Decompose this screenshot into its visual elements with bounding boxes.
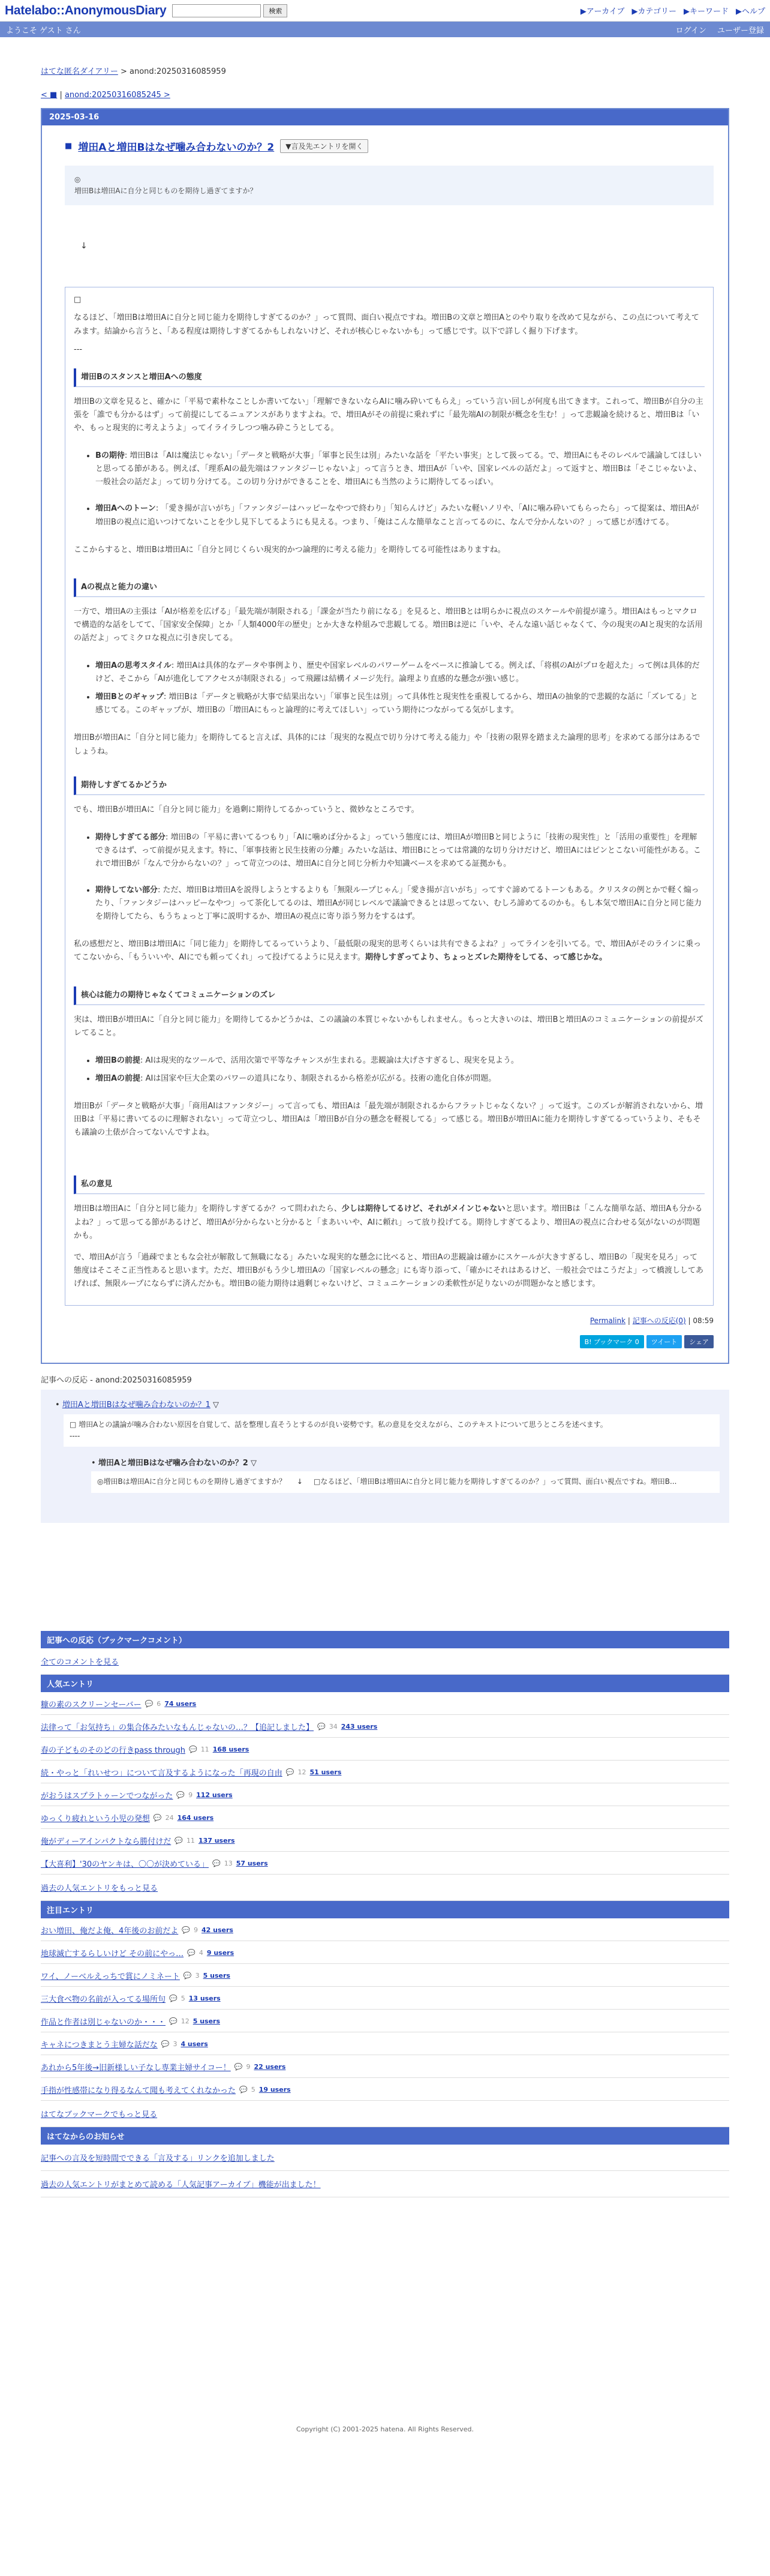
entry-row: [41, 2055, 729, 2078]
bookmark-users-link[interactable]: 243 users: [341, 1722, 378, 1731]
entry-link[interactable]: ワイ、ノーベルえっちで賞にノミネート: [41, 1972, 180, 1981]
bookmark-users-link[interactable]: 22 users: [254, 2062, 286, 2071]
comment-icon: 💬: [145, 1699, 154, 1708]
hatena-info-section: [41, 2127, 729, 2197]
entry-row: [41, 1692, 729, 1715]
bookmark-users-link[interactable]: 164 users: [177, 1813, 214, 1822]
paragraph: 一方で、増田Aの主張は「AIが格差を広げる」「最先端が制限される」「課金が当たり前になる」を見ると、増田Bとは明らかに視点のスケールや前提が違う。増田Aはもっとマクロで構造的な話をしてて、「国家安全保障」とか「人類4000年の歴史」とか大きな枠組みで悲観してる。増田Bは逆に「いや、そんな遠い話じゃなくて、今の現実のAIと現実的な活用の話だよ」ってミクロな視点に引き戻してる。: [74, 607, 703, 643]
bookmark-users-link[interactable]: 5 users: [192, 2017, 221, 2025]
comment-count: 3: [195, 1971, 200, 1980]
entry-row: [41, 1806, 729, 1829]
entry-row: [41, 1987, 729, 2010]
entry-link[interactable]: おい増田、俺だよ俺、4年後のお前だよ: [41, 1926, 179, 1936]
comment-count: 13: [224, 1859, 233, 1867]
list-item: • 増田Bの前提: AIは現実的なツールで、活用次第で平等なチャンスが生まれる。悲観論は大げさすぎるし、現実を見よう。: [95, 1054, 705, 1067]
category-link[interactable]: ▶カテゴリー: [631, 7, 676, 16]
reaction-text: ◎増田Bは増田Aに自分と同じものを期待し過ぎてますか？ ↓ □なるほど、「増田Bは増田Aに自分と同じ能力を期待しすぎてるのか？」って質問、面白い視点ですね。増田B...: [91, 1471, 720, 1492]
popular-entries-section: [41, 1675, 729, 1901]
entry-link[interactable]: 俺がディーアインパクトなら勝付けだ: [41, 1837, 172, 1846]
search-input[interactable]: [172, 4, 261, 17]
entry-link[interactable]: あれから5年後→旧新様しい子なし専業主婦サイコー！: [41, 2063, 231, 2073]
entry: [42, 125, 728, 1363]
entry-footer: Permalink | 記事への反応(0) | 08:59: [589, 1316, 714, 1325]
day-section: [41, 108, 729, 1364]
paragraph: 実は、増田Bが増田Aに「自分と同じ能力」を期待してるかどうかは、この議論の本質じゃないかもしれません。もっと大きいのは、増田Bと増田Aのコミュニケーションの前提がズレてること。: [74, 1015, 703, 1037]
intro-text: なるほど、「増田Bは増田Aに自分と同じ能力を期待しすぎてるのか？」って質問、面白い視点ですね。増田Bの文章と増田Aとのやり取りを改めて見ながら、この点について考えてみます。結論から言うと、「ある程度は期待しすぎてるかもしれないけど、それが核心じゃないかも」って感じです。以下で詳しく掘り下げます。: [74, 313, 699, 336]
entry-row: [41, 2078, 729, 2101]
bookmark-users-link[interactable]: 74 users: [164, 1699, 197, 1708]
bookmark-comments-section: [41, 1631, 729, 1675]
list-item: • 増田Aの思考スタイル: 増田Aは具体的なデータや事例より、歴史や国家レベルのパワーゲームをベースに推論してる。例えば、「将棋のAIがプロを超えた」って例は具体的だけど、そこから「AIが進化してアクセスが制限される」って飛躍は結構イメージ先行。論理より直感的な懸念が強い感じ。: [95, 659, 705, 686]
sub-nav: < ■ | anond:20250316085245 >: [41, 91, 170, 100]
comment-count: 9: [246, 2062, 251, 2071]
quote-mark: ◎: [74, 175, 81, 184]
bullet-list: [74, 1054, 705, 1085]
toggle-icon[interactable]: ▽: [250, 1459, 257, 1468]
entry-link[interactable]: 三大食べ物の名前が入ってる場所句: [41, 1995, 166, 2004]
comment-count: 34: [329, 1722, 338, 1731]
entry-row: [41, 1761, 729, 1783]
comment-icon: 💬: [183, 1971, 192, 1980]
open-referenced-entry-button[interactable]: ▼言及先エントリを開く: [280, 139, 368, 153]
reaction-item: • 増田Aと増田Bはなぜ噛み合わないのか？2 ▽ ◎増田Bは増田Aに自分と同じものを期待し過ぎてますか？ ↓ □なるほど、「増田Bは増田Aに自分と同じ能力を期待しすぎてるのか？」って質問、面白い視点ですね。増田B...: [91, 1456, 720, 1492]
bookmark-users-link[interactable]: 42 users: [201, 1926, 233, 1934]
quote-text: 増田Bは増田Aに自分と同じものを期待し過ぎてますか？: [74, 187, 257, 196]
comment-icon: 💬: [175, 1836, 183, 1845]
answer-box: [65, 287, 714, 1306]
comment-count: 24: [165, 1813, 174, 1822]
info-link[interactable]: 記事への言及を短時間でできる「言及する」リンクを追加しました: [41, 2154, 275, 2163]
more-popular-row: [41, 1875, 729, 1901]
comment-count: 12: [181, 2017, 190, 2025]
entry-row: [41, 1964, 729, 1987]
list-item: • 期待してない部分: ただ、増田Bは増田Aを説得しようとするよりも「無限ループじゃん」「愛き揚が言いがち」ってすぐ諦めてるトーンもある。クリスタの例とかで軽く煽ったり、「ファンタジーはハッピーなやつ」って茶化してるのは、増田Aが同じレベルで議論できるとは思ってない、むしろ諦めてるのかも。もし本気で増田Aに自分と同じ能力を期待してたら、もうちょっと丁寧に説明するか、増田Aの視点に寄り添う努力をするはず。: [95, 884, 705, 923]
breadcrumb-current: anond:20250316085959: [130, 67, 226, 76]
comment-count: 3: [173, 2040, 178, 2048]
entry-row: [41, 2032, 729, 2055]
breadcrumb-diary-link[interactable]: はてな匿名ダイアリー: [41, 67, 118, 76]
list-item: • 期待しすぎてる部分: 増田Bの「平易に書いてるつもり」「AIに噛めば分かるよ」っていう態度には、増田Aが増田Bと同じように「技術の現実性」と「活用の重要性」を理解できるはず、って前提が見えます。特に、「軍事技術と民生技術の分離」みたいな話は、増田Bにとっては常識的な切り分けだけど、増田Aにはピンとこない可能性がある。これで増田Bが「なんで分からないの？」って苛立つのは、増田Aに自分と同じ分析力や知識ベースを求めてる証拠かも。: [95, 831, 705, 871]
comment-icon: 💬: [188, 1745, 197, 1753]
comment-icon: 💬: [161, 2040, 170, 2048]
entry-time: 08:59: [693, 1316, 714, 1325]
section-heading: Aの視点と能力の違い: [74, 578, 705, 597]
info-link[interactable]: 過去の人気エントリがまとめて読める「人気記事アーカイブ」機能が出ました！: [41, 2180, 321, 2190]
signup-link[interactable]: ユーザー登録: [717, 26, 764, 35]
info-row: [41, 2171, 729, 2197]
comment-count: 9: [188, 1791, 193, 1799]
paragraph: ここからすると、増田Bは増田Aに「自分と同じくらい現実的かつ論理的に考える能力」を期待してる可能性はありますね。: [74, 545, 506, 554]
comment-count: 5: [251, 2085, 255, 2094]
entry-row: [41, 1918, 729, 1941]
search-button[interactable]: 検索: [263, 4, 287, 17]
bullet-list: [74, 449, 705, 529]
entry-link[interactable]: 【大喜利】'30のヤンキは、〇〇が決めている」: [41, 1860, 209, 1869]
more-popular-link[interactable]: 過去の人気エントリをもっと見る: [41, 1884, 158, 1893]
comment-icon: 💬: [182, 1926, 190, 1934]
comment-icon: 💬: [176, 1791, 185, 1799]
entry-link[interactable]: キャネにつきまとう主婦な話だな: [41, 2040, 158, 2050]
entry-link[interactable]: がおうはスプラトゥーンでつながった: [41, 1791, 173, 1801]
share-buttons: [56, 1335, 714, 1348]
entry-title[interactable]: 増田Aと増田Bはなぜ噛み合わないのか？2: [78, 142, 275, 154]
site-logo[interactable]: Hatelabo::AnonymousDiary: [5, 3, 167, 17]
reaction-title-link[interactable]: 増田Aと増田Bはなぜ噛み合わないのか？1: [62, 1400, 210, 1410]
permalink-link[interactable]: Permalink: [589, 1316, 626, 1325]
top-bar: [0, 0, 770, 22]
entry-row: [41, 1852, 729, 1875]
notable-entries-section: [41, 1901, 729, 2127]
bookmark-users-link[interactable]: 5 users: [203, 1971, 230, 1980]
bookmark-users-link[interactable]: 9 users: [206, 1948, 234, 1957]
next-entry-link[interactable]: anond:20250316085245 >: [64, 91, 170, 100]
entry-title-row: [65, 139, 714, 154]
archive-link[interactable]: ▶アーカイブ: [580, 7, 625, 16]
comment-count: 6: [157, 1699, 161, 1708]
answer-icon: □: [74, 295, 82, 305]
list-item: • 増田Aの前提: AIは国家や巨大企業のパワーの道具になり、制限されるから格差が広がる。技術の進化自体が問題。: [95, 1072, 705, 1085]
section-heading: 核心は能力の期待じゃなくてコミュニケーションのズレ: [74, 986, 705, 1005]
day-header: 2025-03-16: [42, 109, 728, 125]
bullet-list: [74, 831, 705, 924]
more-notable-link[interactable]: はてなブックマークでもっと見る: [41, 2110, 158, 2119]
comment-icon: 💬: [212, 1859, 221, 1867]
comment-icon: 💬: [317, 1722, 326, 1731]
more-notable-row: [41, 2101, 729, 2127]
reaction-title: 増田Aと増田Bはなぜ噛み合わないのか？2: [98, 1459, 248, 1468]
tweet-button[interactable]: ツイート: [646, 1335, 682, 1348]
popular-list: [41, 1692, 729, 1875]
comment-icon: 💬: [153, 1813, 162, 1822]
section-heading: 増田Bのスタンスと増田Aへの態度: [74, 368, 705, 387]
prev-entry-link[interactable]: < ■: [41, 91, 58, 100]
paragraph: 増田Bは増田Aに「自分と同じ能力」を期待しすぎてるか？って問われたら、少しは期待してるけど、それがメインじゃないと思います。増田Bは「こんな簡単な話、増田Aも分かるよね？」って思ってる節があるけど、増田Aが分からないと分かると「まあいいや、AIに頼れ」って放り投げてる。期待しすぎてるより、増田Aの視点に合わせる気がないのが問題かも。: [74, 1204, 703, 1240]
entry-link[interactable]: 春の子どものそのどの行きpass through: [41, 1746, 185, 1755]
bookmark-users-link[interactable]: 112 users: [196, 1791, 233, 1799]
entry-row: [41, 1783, 729, 1806]
list-item: • 増田Bとのギャップ: 増田Bは「データと戦略が大事で結果出ない」「軍事と民生は別」って具体性と現実性を重視してるから、増田Aの抽象的で悲観的な話に「ズレてる」と感じてる。このギャップが、増田Bの「増田Aにもっと論理的に考えてほしい」っていう期待につながってる気がします。: [95, 691, 705, 717]
reactions-header: 記事への反応 - anond:20250316085959: [41, 1375, 192, 1385]
bookmark-users-link[interactable]: 137 users: [198, 1836, 235, 1845]
paragraph: 私の感想だと、増田Bは増田Aに「同じ能力」を期待してるっていうより、「最低限の現実的思考くらいは共有できるよね？」ってラインを引いてる。で、増田Aがそのラインに乗ってこないから、「もういいや、AIにでも頼ってくれ」って投げてるように見えます。期待しすぎってより、ちょっとズレた期待をしてる、って感じかな。: [74, 940, 702, 962]
section-heading: 私の意見: [74, 1175, 705, 1194]
section-header: 注目エントリ: [41, 1901, 729, 1918]
notable-list: [41, 1918, 729, 2101]
entry-link[interactable]: 地球滅亡するらしいけど その前にやっ…: [41, 1949, 184, 1959]
show-all-comments-row: [41, 1648, 729, 1675]
entry-row: [41, 1738, 729, 1761]
comment-icon: 💬: [239, 2085, 248, 2094]
comment-count: 12: [297, 1768, 306, 1776]
paragraph: でも、増田Bが増田Aに「自分と同じ能力」を過剰に期待してるかっていうと、微妙なところです。: [74, 805, 419, 814]
comment-icon: 💬: [285, 1768, 294, 1776]
comment-count: 11: [200, 1745, 209, 1753]
reaction-item: • 増田Aと増田Bはなぜ噛み合わないのか？1 ▽ □ 増田Aとの議論が噛み合わない原因を自覚して、話を整理し直そうとするのが良い姿勢です。私の意見を交えながら、このテキストについて思うところを述べます。 ----: [55, 1398, 720, 1447]
reaction-text: □ 増田Aとの議論が噛み合わない原因を自覚して、話を整理し直そうとするのが良い姿勢です。私の意見を交えながら、このテキストについて思うところを述べます。 ----: [64, 1414, 720, 1447]
welcome-text: ようこそ ゲスト さん: [6, 26, 81, 35]
paragraph: 増田Bが「データと戦略が大事」「商用AIはファンタジー」って言っても、増田Aは「最先端が制限されるからフラットじゃなくない？」って返す。このズレが解消されないから、増田Bは「平易に書いてるのに理解されない」って苛立つし、増田Aは「増田Bが自分の懸念を軽視してる」って感じる。増田Bが増田Aに能力を期待しすぎてるっていうより、そもそも議論の土俵が合ってないんですよね。: [74, 1102, 703, 1138]
entry-link[interactable]: 作品と作者は別じゃないのか・・・: [41, 2017, 166, 2027]
bookmark-users-link[interactable]: 168 users: [212, 1745, 249, 1753]
hatena-bookmark-button[interactable]: B! ブックマーク 0: [580, 1335, 644, 1348]
section-heading: 期待しすぎてるかどうか: [74, 776, 705, 795]
list-item: • 増田Aへのトーン: 「愛き揚が言いがち」「ファンタジーはハッピーなやつで終わり」「知らんけど」みたいな軽いノリや、「AIに噛み砕いてもらったら」って提案は、増田Aが増田Bの視点に追いつけてないことを少し見下してるようにも見える。つまり、「俺はこんな簡単なこと言ってるのに、なんで分かんないの？」って感じが透けてる。: [95, 502, 705, 529]
section-header: 人気エントリ: [41, 1675, 729, 1692]
bookmark-users-link[interactable]: 51 users: [309, 1768, 342, 1776]
comment-count: 11: [186, 1836, 195, 1845]
comment-count: 4: [198, 1948, 203, 1957]
comment-count: 9: [193, 1926, 198, 1934]
comment-icon: 💬: [187, 1948, 195, 1957]
section-header: 記事への反応（ブックマークコメント）: [41, 1631, 729, 1648]
entry-link[interactable]: ゆっくり疲れという小児の発想: [41, 1814, 150, 1824]
paragraph: 増田Bが増田Aに「自分と同じ能力」を期待してると言えば、具体的には「現実的な視点で切り分けて考える能力」や「技術の限界を踏まえた論理的思考」を求めてる部分はあるでしょうね。: [74, 733, 700, 756]
top-links: [580, 5, 765, 16]
square-icon: ■: [65, 142, 73, 151]
comment-icon: 💬: [234, 2062, 243, 2071]
help-link[interactable]: ▶ヘルプ: [735, 7, 765, 16]
bookmark-users-link[interactable]: 4 users: [181, 2040, 208, 2048]
toggle-icon[interactable]: ▽: [213, 1400, 219, 1410]
page-footer: Copyright (C) 2001-2025 hatena. All Rights Reserved.: [296, 2425, 474, 2433]
entry-link[interactable]: 法律って「お気持ち」の集合体みたいなもんじゃないの…？【追記しました】: [41, 1723, 314, 1732]
paragraph: で、増田Aが言う「過疎でまともな会社が解散して無職になる」みたいな現実的な懸念に比べると、増田Aの悲観論は確かにスケールが大きすぎるし、増田Bの「現実を見ろ」って態度はそこそこ正当性あると思います。ただ、増田Bがもう少し増田Aの「国家レベルの懸念」にも寄り添って、「確かにそれはあるけど、一般社会ではこうだよ」って橋渡ししてあげれば、無限ループにならずに済んだかも。増田Bの能力期待は過剰じゃないけど、コミュニケーションの柔軟性が足りないのが問題かなと感じます。: [74, 1252, 704, 1288]
user-bar: [0, 22, 770, 37]
show-all-comments-link[interactable]: 全てのコメントを見る: [41, 1657, 119, 1667]
breadcrumb: はてな匿名ダイアリー > anond:20250316085959: [41, 67, 226, 76]
keyword-link[interactable]: ▶キーワード: [683, 7, 729, 16]
info-row: [41, 2145, 729, 2171]
entry-row: [41, 1715, 729, 1738]
login-link[interactable]: ログイン: [675, 26, 706, 35]
comment-icon: 💬: [169, 2017, 178, 2025]
bookmark-users-link[interactable]: 57 users: [236, 1859, 268, 1867]
comment-count: 5: [181, 1994, 185, 2002]
section-header: はてなからのお知らせ: [41, 2127, 729, 2145]
entry-link[interactable]: 手指が性感帯になり得るなんて聞も考えてくれなかった: [41, 2086, 236, 2095]
entry-link[interactable]: 糠の素のスクリーンセーバー: [41, 1700, 142, 1710]
entry-row: [41, 2010, 729, 2032]
bullet-list: [74, 659, 705, 717]
entry-link[interactable]: 続・やっと「れいせつ」について言及するようになった「再現の自由: [41, 1768, 282, 1778]
separator: ---: [74, 344, 83, 354]
paragraph: 増田Bの文章を見ると、確かに「平易で素朴なことしか書いてない」「理解できないならAIに噛み砕いてもらえ」っていう言い回しが何度も出てきます。これって、増田Bが自分の主張を「誰でも分かるはず」って前提にしてるニュアンスがありますよね。で、増田Aがその前提に乗れずに「最先端AIの制限が概念を生む！」って悲観論を続けると、増田Bは「いや、もっと現実的に考えようよ」ってイライラしつつ噛み砕こうとしてる。: [74, 397, 703, 433]
reactions-box: [41, 1390, 729, 1523]
list-item: • Bの期待: 増田Bは「AIは魔法じゃない」「データと戦略が大事」「軍事と民生は別」みたいな話を「平たい事実」として扱ってる。で、増田Aにもそのレベルで議論してほしいと思ってる節がある。例えば、「理系AIの最先端はファンタジーじゃないよ」って言うとき、増田Aが「いや、国家レベルの話だよ」って返すと、増田Bは「そこじゃないよ、一般社会の話だよ」って切り分けてる。この切り分けができることを、増田Aにも当然のように期待してるっぽい。: [95, 449, 705, 489]
comments-link[interactable]: 記事への反応(0): [632, 1316, 686, 1325]
bookmark-users-link[interactable]: 19 users: [258, 2085, 291, 2094]
entry-row: [41, 1941, 729, 1964]
bookmark-users-link[interactable]: 13 users: [188, 1994, 221, 2002]
entry-row: [41, 1829, 729, 1852]
down-arrow: ↓: [80, 241, 88, 251]
comment-icon: 💬: [169, 1994, 178, 2002]
facebook-share-button[interactable]: シェア: [684, 1335, 714, 1348]
quote-box: [65, 166, 714, 205]
